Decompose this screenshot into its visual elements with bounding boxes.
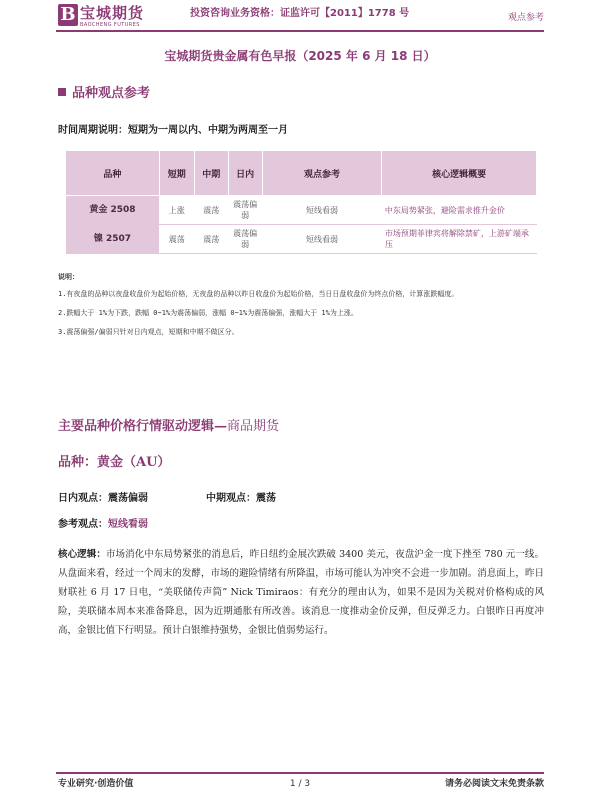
intraday-view: 日内观点：震荡偏弱 [58, 493, 148, 504]
col-header-intraday: 日内 [228, 151, 262, 196]
notes-title: 说明： [58, 273, 79, 281]
reference-view [58, 518, 148, 532]
table-row [66, 196, 537, 225]
core-logic-paragraph [58, 545, 544, 640]
views-table [65, 150, 537, 254]
cell-mid: 震荡 [194, 225, 228, 254]
footer-disclaimer: 请务必阅读文末免责条款 [444, 779, 544, 789]
note-item: 1.有夜盘的品种以夜盘收盘价为起始价格，无夜盘的品种以昨日收盘价为起始价格，当日日盘收盘价为终点价格，计算涨跌幅度。 [58, 290, 459, 298]
reference-view-value: 短线看弱 [108, 519, 148, 530]
cell-logic: 市场预期菲律宾将解除禁矿，上游矿端承压 [382, 225, 537, 254]
logo-name-en: BAOCHENG FUTURES [80, 22, 140, 28]
header-divider [56, 30, 544, 32]
cell-mid: 震荡 [194, 196, 228, 225]
col-header-variety: 品种 [66, 151, 160, 196]
logo-mark-icon: B [58, 4, 78, 26]
cell-view: 短线看弱 [262, 225, 382, 254]
views-row [58, 492, 276, 506]
cell-intraday: 震荡偏弱 [228, 225, 262, 254]
cell-logic: 中东局势紧张，避险需求推升金价 [382, 196, 537, 225]
section-heading-main: 主要品种价格行情驱动逻辑— [58, 419, 228, 434]
variety-heading: 品种：黄金（AU） [58, 455, 171, 470]
col-header-short: 短期 [159, 151, 194, 196]
note-item: 3.震荡偏强/偏弱只针对日内观点，短期和中期不做区分。 [58, 328, 239, 336]
cell-variety: 黄金 2508 [66, 196, 160, 225]
document-title: 宝城期货贵金属有色早报（2025 年 6 月 18 日） [164, 49, 436, 63]
section-heading-text: 品种观点参考 [72, 86, 151, 101]
company-logo [58, 4, 158, 30]
reference-view-label: 参考观点： [58, 519, 108, 530]
cell-short: 上涨 [159, 196, 194, 225]
table-row [66, 225, 537, 254]
cell-short: 震荡 [159, 225, 194, 254]
note-item: 2.跌幅大于 1%为下跌，跌幅 0~1%为震荡偏弱，涨幅 0~1%为震荡偏强，涨幅大于 1%为上涨。 [58, 309, 358, 317]
header-tag: 观点参考 [507, 13, 544, 23]
period-note: 时间周期说明：短期为一周以内、中期为两周至一月 [58, 125, 288, 136]
footer-divider [56, 772, 544, 774]
table-header-row [66, 151, 537, 196]
page-number: 1 / 3 [289, 779, 311, 789]
footer-slogan: 专业研究·创造价值 [58, 779, 134, 789]
col-header-logic: 核心逻辑概要 [382, 151, 537, 196]
notes-block [58, 272, 544, 346]
square-bullet-icon [58, 88, 66, 96]
core-logic-text: 市场消化中东局势紧张的消息后，昨日纽约金展次跌破 3400 美元，夜盘沪金一度下挫至 780 元一线。从盘面来看，经过一个周末的发酵，市场的避险情绪有所降温，市场可能认为冲突不会进一步加剧。消息面上，昨日财联社 6 月 17 日电，“美联储传声筒” Nick Timiraos：有充分的理由认为，如果不是因为关税对价格构成的风险，美联储本周本来准备降息，因为近期通胀有所改善。该消息一度推动金价反弹，但反弹乏力。白银昨日再度冲高，金银比值下行明显。预计白银维持强势，金银比值弱势运行。 [58, 549, 544, 636]
core-logic-label: 核心逻辑： [58, 549, 106, 560]
section-heading-sub: 商品期货 [227, 419, 280, 434]
cell-view: 短线看弱 [262, 196, 382, 225]
col-header-mid: 中期 [194, 151, 228, 196]
col-header-view: 观点参考 [262, 151, 382, 196]
section-heading-drivers [58, 418, 279, 436]
logo-name-cn: 宝城期货 [80, 4, 145, 22]
cell-variety: 镍 2507 [66, 225, 160, 254]
cell-intraday: 震荡偏弱 [228, 196, 262, 225]
mid-term-view: 中期观点：震荡 [206, 493, 276, 504]
section-heading-views [58, 86, 150, 102]
license-text: 投资咨询业务资格：证监许可【2011】1778 号 [190, 8, 410, 19]
